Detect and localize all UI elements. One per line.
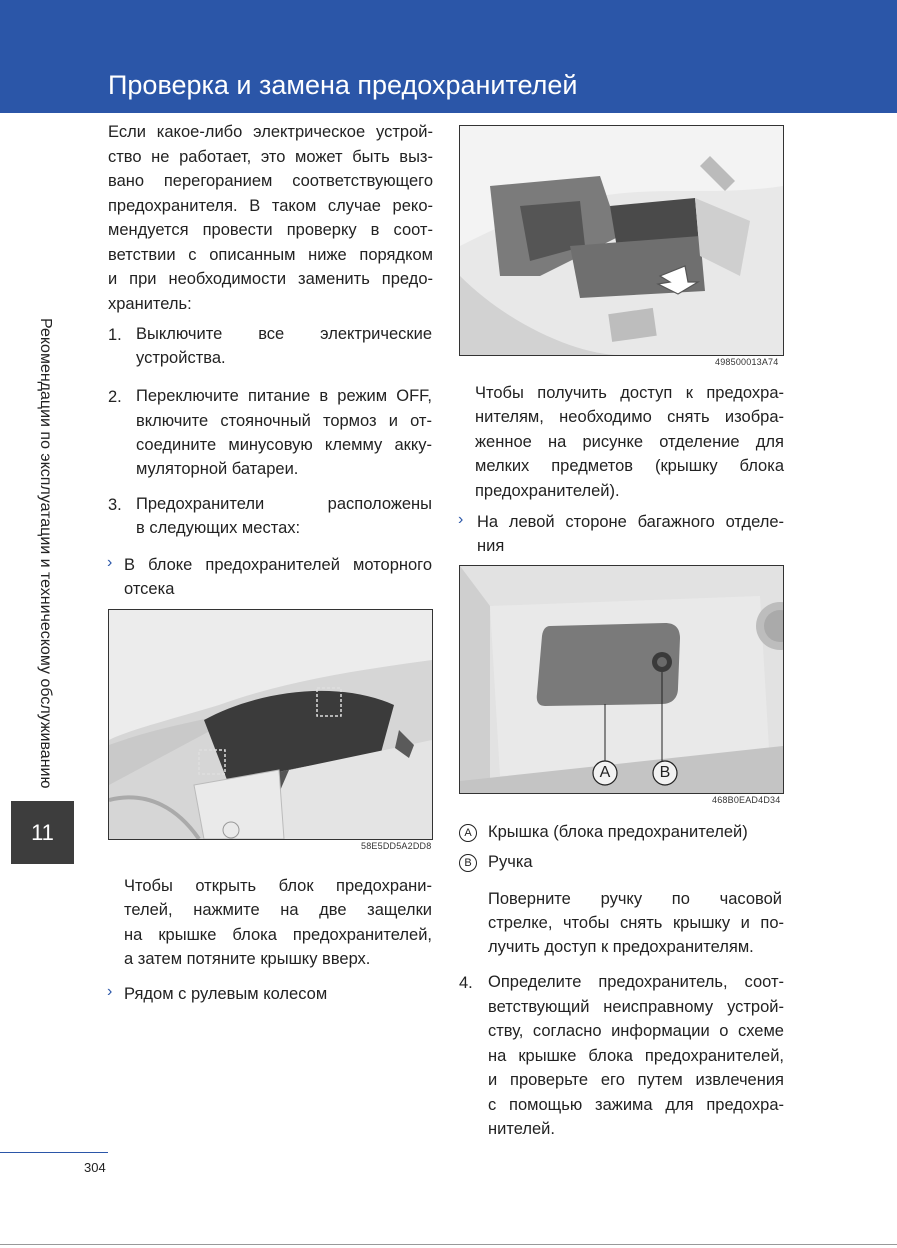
note-line: Чтобы открыть блок предохрани- (124, 877, 432, 895)
bullet-arrow-icon: › (107, 554, 113, 571)
legend-item-handle (459, 853, 477, 872)
intro-line: ветствии с описанным ниже порядком (108, 246, 433, 264)
step-text: Предохранители расположены (136, 495, 432, 513)
intro-line: мендуется провести проверку в соот- (108, 221, 433, 239)
location-heading: Рядом с рулевым колесом (124, 985, 328, 1003)
steering-fuse-box-illustration (460, 126, 783, 355)
chapter-sidebar-title: Рекомендации по эксплуатации и техническому обслуживанию (37, 318, 54, 789)
note-line: мелких предметов (крышку блока (475, 457, 784, 475)
legend-mark-b: B (459, 854, 477, 872)
location-heading: отсека (124, 580, 175, 598)
chapter-number: 11 (31, 819, 54, 845)
step-text: Переключите питание в режим OFF, (136, 387, 432, 405)
note-line: стрелке, чтобы снять крышку и по- (488, 914, 784, 932)
legend-mark-a: A (459, 824, 477, 842)
note-line: лучить доступ к предохранителям. (488, 938, 754, 956)
step-text: Выключите все электрические (136, 325, 432, 343)
step-text: нителей. (488, 1120, 555, 1138)
step-text: и проверьте его путем извлечения (488, 1071, 784, 1089)
step-text: ству, согласно информации о схеме (488, 1022, 784, 1040)
step-number: 2. (108, 388, 122, 406)
step-text: ветствующий неисправному устрой- (488, 998, 784, 1016)
note-line: предохранителей). (475, 482, 620, 500)
location-heading: В блоке предохранителей моторного (124, 556, 432, 574)
location-heading: На левой стороне багажного отделе- (477, 513, 784, 531)
callout-a-label: A (599, 764, 611, 781)
note-line: Поверните ручку по часовой (488, 890, 782, 908)
legend-text-cover: Крышка (блока предохранителей) (488, 823, 748, 841)
bottom-rule (0, 1244, 897, 1245)
engine-fuse-box-illustration (109, 610, 432, 839)
image-code: 498500013A74 (715, 357, 779, 367)
intro-line: хранитель: (108, 295, 192, 313)
step-text: соедините минусовую клемму акку- (136, 436, 432, 454)
note-line: на крышке блока предохранителей, (124, 926, 432, 944)
step-number: 3. (108, 496, 122, 514)
step-text: Определите предохранитель, соот- (488, 973, 784, 991)
footer-divider (0, 1152, 108, 1153)
bullet-arrow-icon: › (107, 983, 113, 1000)
step-text: муляторной батареи. (136, 460, 299, 478)
note-line: Чтобы получить доступ к предохра- (475, 384, 784, 402)
intro-line: Если какое-либо электрическое устрой- (108, 123, 433, 141)
note-line: нителям, необходимо снять изобра- (475, 408, 784, 426)
step-number: 1. (108, 326, 122, 344)
engine-fuse-box-photo (108, 609, 433, 840)
location-heading: ния (477, 537, 505, 555)
intro-line: ство не работает, это может быть выз- (108, 148, 433, 166)
trunk-fuse-cover-illustration (460, 566, 783, 793)
intro-line: вано перегоранием соответствующего (108, 172, 433, 190)
step-text: в следующих местах: (136, 519, 301, 537)
image-code: 468B0EAD4D34 (712, 795, 781, 805)
step-text: устройства. (136, 349, 226, 367)
note-line: женное на рисунке отделение для (475, 433, 784, 451)
legend-text-handle: Ручка (488, 853, 533, 871)
chapter-tab (11, 801, 74, 864)
callout-b-label: B (659, 764, 671, 781)
page-number: 304 (84, 1160, 106, 1175)
page-header (0, 0, 897, 113)
note-line: телей, нажмите на две защелки (124, 901, 432, 919)
intro-line: и при необходимости заменить предо- (108, 270, 433, 288)
step-text: с помощью зажима для предохра- (488, 1096, 784, 1114)
legend-item-cover (459, 823, 477, 842)
image-code: 58E5DD5A2DD8 (361, 841, 432, 851)
page-title: Проверка и замена предохранителей (108, 70, 578, 100)
trunk-fuse-cover-photo (459, 565, 784, 794)
step-number: 4. (459, 974, 473, 992)
steering-fuse-box-photo (459, 125, 784, 356)
step-text: включите стояночный тормоз и от- (136, 412, 432, 430)
step-text: на крышке блока предохранителей, (488, 1047, 784, 1065)
bullet-arrow-icon: › (458, 511, 464, 528)
note-line: а затем потяните крышку вверх. (124, 950, 371, 968)
intro-line: предохранителя. В таком случае реко- (108, 197, 433, 215)
